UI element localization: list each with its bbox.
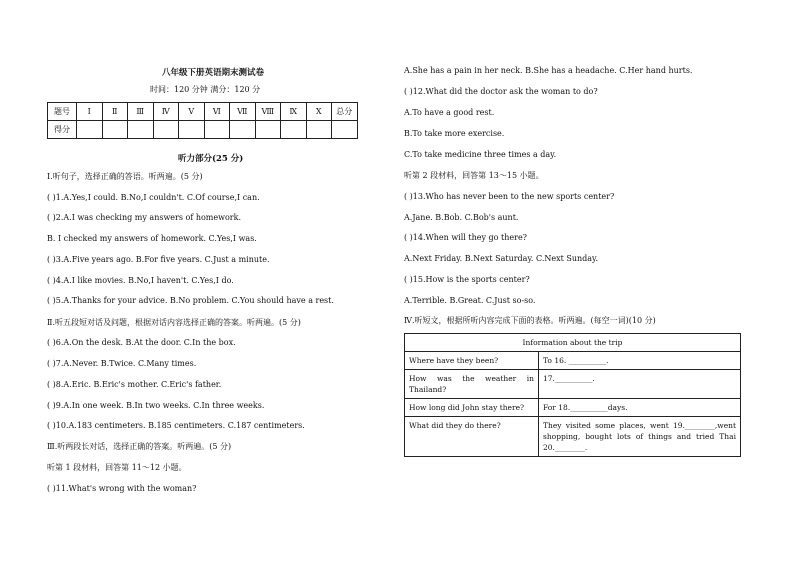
question-12-option-c: C.To take medicine three times a day. <box>404 150 557 159</box>
trip-question: How long did John stay there? <box>405 399 539 417</box>
trip-answer-blank[interactable]: To 16. __________. <box>539 352 741 370</box>
question-9: ( )9.A.In one week. B.In two weeks. C.In three weeks. <box>47 401 265 410</box>
question-3: ( )3.A.Five years ago. B.For five years. C.Just a minute. <box>47 255 270 264</box>
question-13-options: A.Jane. B.Bob. C.Bob's aunt. <box>404 213 519 222</box>
score-blank <box>102 121 128 139</box>
score-cell: Ⅰ <box>77 103 103 121</box>
score-table <box>47 102 358 139</box>
section-3-instruction: Ⅲ.听两段长对话，选择正确的答案。听两遍。(5 分) <box>47 442 232 451</box>
question-7: ( )7.A.Never. B.Twice. C.Many times. <box>47 359 197 368</box>
trip-row <box>405 352 741 370</box>
score-cell: Ⅱ <box>102 103 128 121</box>
question-6: ( )6.A.On the desk. B.At the door. C.In the box. <box>47 338 236 347</box>
trip-question: Where have they been? <box>405 352 539 370</box>
score-blank <box>128 121 154 139</box>
question-10: ( )10.A.183 centimeters. B.185 centimeters. C.187 centimeters. <box>47 421 305 430</box>
score-cell: Ⅹ <box>306 103 332 121</box>
score-blank <box>153 121 179 139</box>
trip-info-table <box>404 333 741 457</box>
score-cell: Ⅵ <box>204 103 230 121</box>
score-cell: Ⅶ <box>230 103 256 121</box>
score-blank <box>204 121 230 139</box>
trip-question <box>405 370 539 399</box>
question-4: ( )4.A.I like movies. B.No,I haven't. C.Yes,I do. <box>47 276 234 285</box>
material-1-note: 听第 1 段材料，回答第 11～12 小题。 <box>47 463 187 472</box>
question-14-options: A.Next Friday. B.Next Saturday. C.Next Sunday. <box>404 254 599 263</box>
material-2-note: 听第 2 段材料，回答第 13～15 小题。 <box>404 171 544 180</box>
score-blank <box>77 121 103 139</box>
trip-row <box>405 370 741 399</box>
page-title: 八年级下册英语期末测试卷 <box>162 68 265 78</box>
score-blank <box>255 121 281 139</box>
trip-question: What did they do there? <box>405 417 539 457</box>
score-value-row <box>48 121 358 139</box>
question-14: ( )14.When will they go there? <box>404 233 527 242</box>
question-2-options: B. I checked my answers of homework. C.Yes,I was. <box>47 234 257 243</box>
score-blank <box>306 121 332 139</box>
question-15-options: A.Terrible. B.Great. C.Just so-so. <box>404 296 536 305</box>
section-2-instruction: Ⅱ.听五段短对话及问题，根据对话内容选择正确的答案。听两遍。(5 分) <box>47 318 301 327</box>
score-blank <box>332 121 358 139</box>
score-cell: Ⅸ <box>281 103 307 121</box>
score-cell: Ⅳ <box>153 103 179 121</box>
trip-answer-blank[interactable]: For 18.__________days. <box>539 399 741 417</box>
question-12-option-a: A.To have a good rest. <box>404 108 495 117</box>
score-cell: Ⅴ <box>179 103 205 121</box>
question-12: ( )12.What did the doctor ask the woman to do? <box>404 87 598 96</box>
score-cell: 题号 <box>48 103 77 121</box>
exam-info: 时间：120 分钟 满分：120 分 <box>150 85 261 94</box>
trip-question-line: How was the weather in <box>409 374 534 383</box>
question-8: ( )8.A.Eric. B.Eric's mother. C.Eric's father. <box>47 380 222 389</box>
trip-answer-blank[interactable]: 17.__________. <box>539 370 741 399</box>
trip-table-header-row <box>405 334 741 352</box>
listening-section-header: 听力部分(25 分) <box>178 154 244 164</box>
score-cell: Ⅷ <box>255 103 281 121</box>
trip-answer-line: They visited some places, went 19.________,went <box>543 421 736 430</box>
trip-answer-line: 20.________. <box>543 443 588 452</box>
question-12-option-b: B.To take more exercise. <box>404 129 505 138</box>
score-blank <box>179 121 205 139</box>
trip-row <box>405 399 741 417</box>
trip-answer-blank[interactable] <box>539 417 741 457</box>
score-header-row <box>48 103 358 121</box>
trip-table-header: Information about the trip <box>405 334 741 352</box>
question-15: ( )15.How is the sports center? <box>404 275 530 284</box>
score-blank <box>230 121 256 139</box>
section-4-instruction: Ⅳ.听短文，根据所听内容完成下面的表格。听两遍。(每空一词)(10 分) <box>404 316 656 325</box>
trip-answer-line: shopping, bought lots of things and tried Thai <box>543 432 736 441</box>
question-1: ( )1.A.Yes,I could. B.No,I couldn't. C.Of course,I can. <box>47 193 260 202</box>
trip-question-line: Thailand? <box>409 385 447 394</box>
question-2: ( )2.A.I was checking my answers of homework. <box>47 213 241 222</box>
question-13: ( )13.Who has never been to the new sports center? <box>404 192 615 201</box>
question-5: ( )5.A.Thanks for your advice. B.No problem. C.You should have a rest. <box>47 296 334 305</box>
section-1-instruction: I.听句子，选择正确的答语。听两遍。(5 分) <box>47 172 203 181</box>
score-cell: Ⅲ <box>128 103 154 121</box>
trip-row <box>405 417 741 457</box>
score-cell: 总分 <box>332 103 358 121</box>
score-row-label: 得分 <box>48 121 77 139</box>
score-blank <box>281 121 307 139</box>
question-11-options: A.She has a pain in her neck. B.She has a headache. C.Her hand hurts. <box>404 66 693 75</box>
question-11: ( )11.What's wrong with the woman? <box>47 484 197 493</box>
